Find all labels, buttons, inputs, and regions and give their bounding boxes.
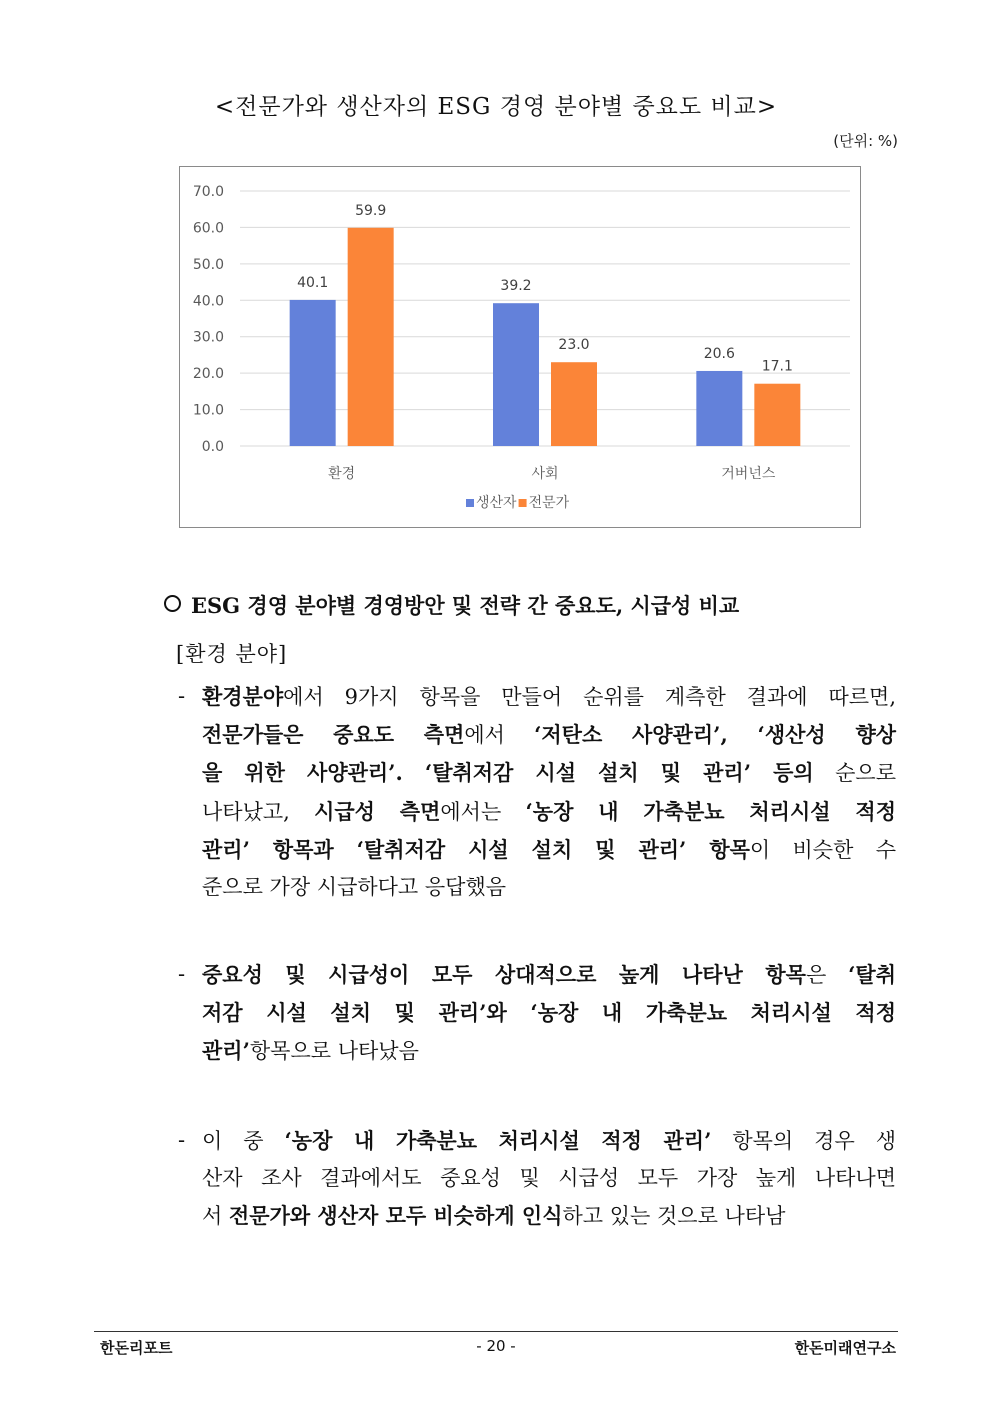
section-heading [164, 590, 739, 620]
legend-label: 전문가 [528, 495, 570, 511]
bar-생산자 [290, 300, 336, 446]
data-label: 40.1 [297, 274, 329, 291]
paragraph-line [202, 956, 896, 994]
text-run: 이 중 [202, 1129, 285, 1153]
paragraph-line [202, 869, 896, 906]
bold-text: 저감 시설 설치 및 관리’와 ‘농장 내 가축분뇨 처리시설 적정 [202, 1000, 896, 1026]
text-run: 에서 [464, 723, 535, 748]
bold-text: ‘탈취 [848, 962, 896, 987]
subheading: [환경 분야] [176, 642, 288, 666]
bold-text: 중요성 및 시급성이 모두 상대적으로 높게 나타난 항목 [202, 962, 806, 987]
legend-swatch [466, 499, 474, 507]
paragraph-line [202, 1197, 896, 1235]
x-category-label: 환경 [328, 466, 356, 482]
dash-bullet: - [178, 962, 186, 986]
y-tick-label: 40.0 [192, 293, 224, 310]
text-run: 항목의 경우 생 [711, 1129, 896, 1153]
paragraph-line [202, 831, 896, 869]
bar-전문가 [754, 384, 800, 446]
bold-text: ‘농장 내 가축분뇨 처리시설 적정 관리’ [284, 1128, 712, 1153]
y-tick-label: 0.0 [201, 439, 224, 455]
bold-text: 전문가와 생산자 모두 비슷하게 인식 [228, 1203, 563, 1229]
text-run: 나타났고, [202, 799, 315, 824]
paragraph-line [202, 994, 896, 1032]
y-tick-label: 70.0 [192, 184, 224, 200]
bold-text: 시급성 측면 [314, 798, 441, 824]
dash-bullet: - [178, 1128, 186, 1152]
text-run: 서 [202, 1204, 229, 1229]
data-label: 17.1 [761, 358, 793, 375]
chart-title: <전문가와 생산자의 ESG 경영 분야별 중요도 비교> [214, 94, 778, 120]
text-run: 에서는 [440, 799, 526, 824]
section-heading-text: ESG 경영 분야별 경영방안 및 전략 간 중요도, 시급성 비교 [191, 593, 740, 618]
data-label: 39.2 [500, 278, 532, 295]
paragraph-3 [178, 1122, 896, 1236]
text-run: 산자 조사 결과에서도 중요성 및 시급성 모두 가장 높게 나타나면 [202, 1166, 896, 1191]
y-tick-label: 60.0 [192, 220, 224, 237]
footer-divider [94, 1331, 898, 1332]
data-label: 59.9 [355, 202, 387, 219]
bar-chart [179, 166, 861, 528]
text-run: 에서 9가지 항목을 만들어 순위를 계측한 결과에 따르면, [283, 685, 896, 709]
bar-생산자 [696, 371, 742, 446]
paragraph-line [202, 1032, 896, 1070]
text-run: 이 비슷한 수 [749, 837, 896, 862]
paragraph-line [202, 1160, 896, 1197]
bold-text: ‘저탄소 사양관리’, ‘생산성 향상 [534, 722, 897, 748]
paragraph-1 [178, 678, 896, 906]
text-run: 준으로 가장 시급하다고 응답했음 [202, 875, 507, 900]
footer-right: 한돈미래연구소 [794, 1339, 896, 1357]
circle-bullet-icon [164, 595, 181, 612]
bold-text: 관리’ 항목과 ‘탈취저감 시설 설치 및 관리’ 항목 [202, 836, 750, 862]
x-category-label: 사회 [531, 466, 559, 482]
bold-text: ‘농장 내 가축분뇨 처리시설 적정 [525, 798, 896, 824]
x-category-label: 거버넌스 [721, 466, 776, 482]
bar-chart-svg [180, 167, 860, 527]
text-run: 은 [805, 963, 849, 987]
bold-text: 을 위한 사양관리’. ‘탈취저감 시설 설치 및 관리’ 등의 [202, 760, 814, 786]
bar-전문가 [348, 228, 394, 446]
paragraph-2 [178, 956, 896, 1071]
paragraph-line [202, 754, 896, 792]
paragraph-line [202, 793, 896, 831]
dash-bullet: - [178, 684, 186, 708]
text-run: 하고 있는 것으로 나타남 [562, 1204, 786, 1229]
text-run: 항목으로 나타났음 [249, 1039, 419, 1064]
unit-label: (단위: %) [833, 132, 898, 150]
text-run: 순으로 [813, 761, 896, 786]
bold-text: 전문가들은 중요도 측면 [202, 722, 465, 748]
y-tick-label: 10.0 [192, 402, 224, 419]
footer-left: 한돈리포트 [100, 1339, 173, 1357]
data-label: 20.6 [703, 345, 735, 362]
legend-swatch [519, 499, 527, 507]
bar-전문가 [551, 362, 597, 446]
bar-생산자 [493, 303, 539, 446]
y-tick-label: 20.0 [192, 366, 224, 383]
bold-text: 관리’ [202, 1038, 250, 1064]
data-label: 23.0 [558, 337, 590, 354]
legend-label: 생산자 [476, 495, 517, 511]
y-tick-label: 50.0 [192, 256, 224, 273]
paragraph-line [202, 716, 896, 754]
paragraph-line [202, 1122, 896, 1160]
paragraph-line [202, 678, 896, 716]
bold-text: 환경분야 [202, 684, 284, 709]
y-tick-label: 30.0 [192, 329, 224, 346]
page-number: - 20 - [476, 1337, 516, 1355]
